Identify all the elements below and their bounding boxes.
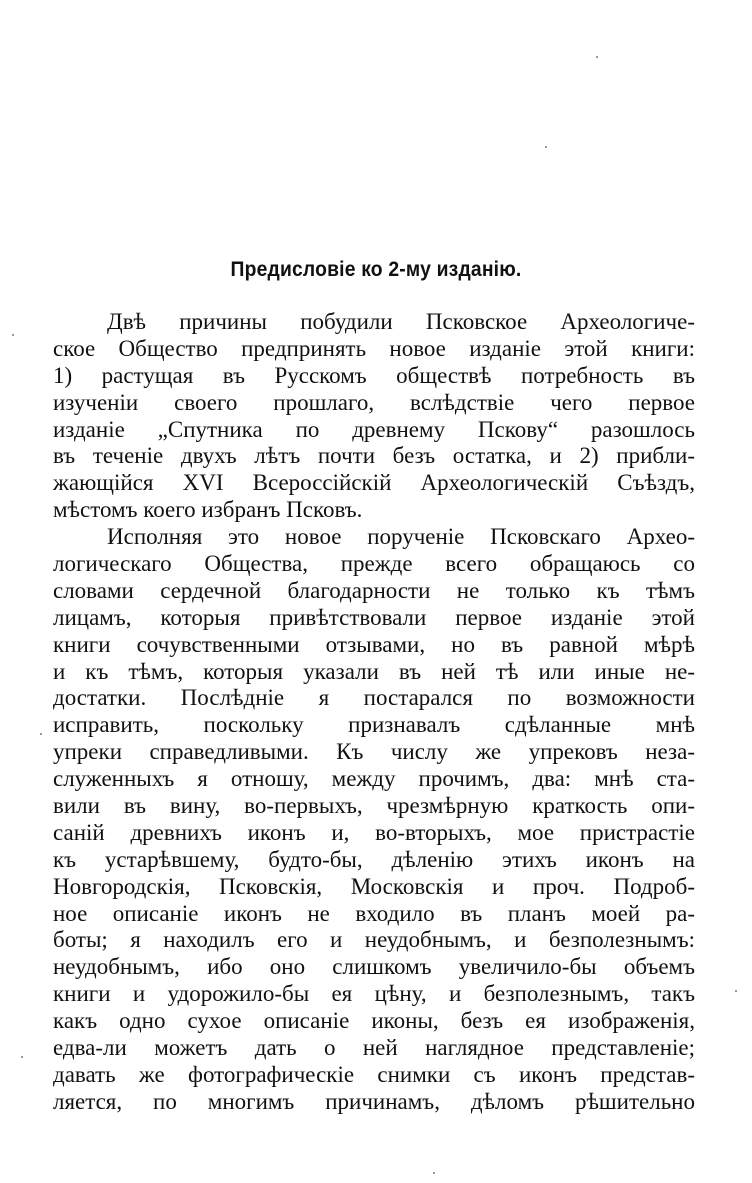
- text-line: лицамъ, которыя привѣтствовали первое изданіе этой: [53, 604, 695, 630]
- text-line: въ теченіе двухъ лѣтъ почти безъ остатка, и 2) прибли-: [53, 443, 695, 469]
- text-line: достатки. Послѣдніе я постарался по возможности: [53, 685, 695, 711]
- paper-speck: [21, 1056, 23, 1058]
- text-line: Новгородскія, Псковскія, Московскія и проч. Подроб-: [53, 873, 695, 899]
- text-line: исправить, поскольку признавалъ сдѣланные мнѣ: [53, 712, 695, 738]
- paper-speck: [596, 56, 598, 58]
- text-line: къ устарѣвшему, будто-бы, дѣленію этихъ иконъ на: [53, 846, 695, 872]
- text-line: книги и удорожило-бы ея цѣну, и безполезнымъ, такъ: [53, 981, 695, 1007]
- body-text: [53, 309, 695, 1116]
- text-line: изданіе „Спутника по древнему Пскову“ разошлось: [53, 416, 695, 442]
- text-line: давать же фотографическіе снимки съ иконъ представ-: [53, 1061, 695, 1087]
- text-line: изученіи своего прошлаго, вслѣдствіе чего первое: [53, 389, 695, 415]
- text-line: Исполняя это новое порученіе Псковскаго Архео-: [107, 524, 695, 550]
- text-line: жающійся XVI Всероссійскій Археологическій Съѣздъ,: [53, 470, 695, 496]
- text-line: Двѣ причины побудили Псковское Археологиче-: [107, 309, 695, 334]
- text-line: ляется, по многимъ причинамъ, дѣломъ рѣшительно: [53, 1088, 695, 1114]
- paper-speck: [12, 334, 14, 336]
- text-line: книги сочувственными отзывами, но въ равной мѣрѣ: [53, 631, 695, 657]
- text-line: ное описаніе иконъ не входило въ планъ моей ра-: [53, 900, 695, 926]
- text-line: саній древнихъ иконъ и, во-вторыхъ, мое пристрастіе: [53, 819, 695, 845]
- text-line: боты; я находилъ его и неудобнымъ, и безполезнымъ:: [53, 927, 695, 953]
- text-line: ское Общество предпринять новое изданіе этой книги:: [53, 335, 695, 361]
- paper-speck: [545, 146, 547, 148]
- paper-speck: [433, 1172, 435, 1174]
- text-line: и къ тѣмъ, которыя указали въ ней тѣ или иные не-: [53, 658, 695, 684]
- text-line: 1) растущая въ Русскомъ обществѣ потребность въ: [53, 362, 695, 388]
- text-line: какъ одно сухое описаніе иконы, безъ ея изображенія,: [53, 1008, 695, 1034]
- text-line: логическаго Общества, прежде всего обращаюсь со: [53, 551, 695, 577]
- text-line: едва-ли можетъ дать о ней наглядное представленіе;: [53, 1035, 695, 1061]
- paper-speck: [735, 990, 737, 992]
- text-line: словами сердечной благодарности не только къ тѣмъ: [53, 577, 695, 603]
- text-line: служенныхъ я отношу, между прочимъ, два: мнѣ ста-: [53, 766, 695, 792]
- paper-speck: [40, 733, 42, 735]
- text-line: упреки справедливыми. Къ числу же упрековъ неза-: [53, 739, 695, 765]
- page-title: Предисловіе ко 2-му изданію.: [230, 258, 522, 281]
- text-line: мѣстомъ коего избранъ Псковъ.: [53, 497, 363, 523]
- text-line: неудобнымъ, ибо оно слишкомъ увеличило-бы объемъ: [53, 954, 695, 980]
- text-line: вили въ вину, во-первыхъ, чрезмѣрную краткость опи-: [53, 793, 695, 819]
